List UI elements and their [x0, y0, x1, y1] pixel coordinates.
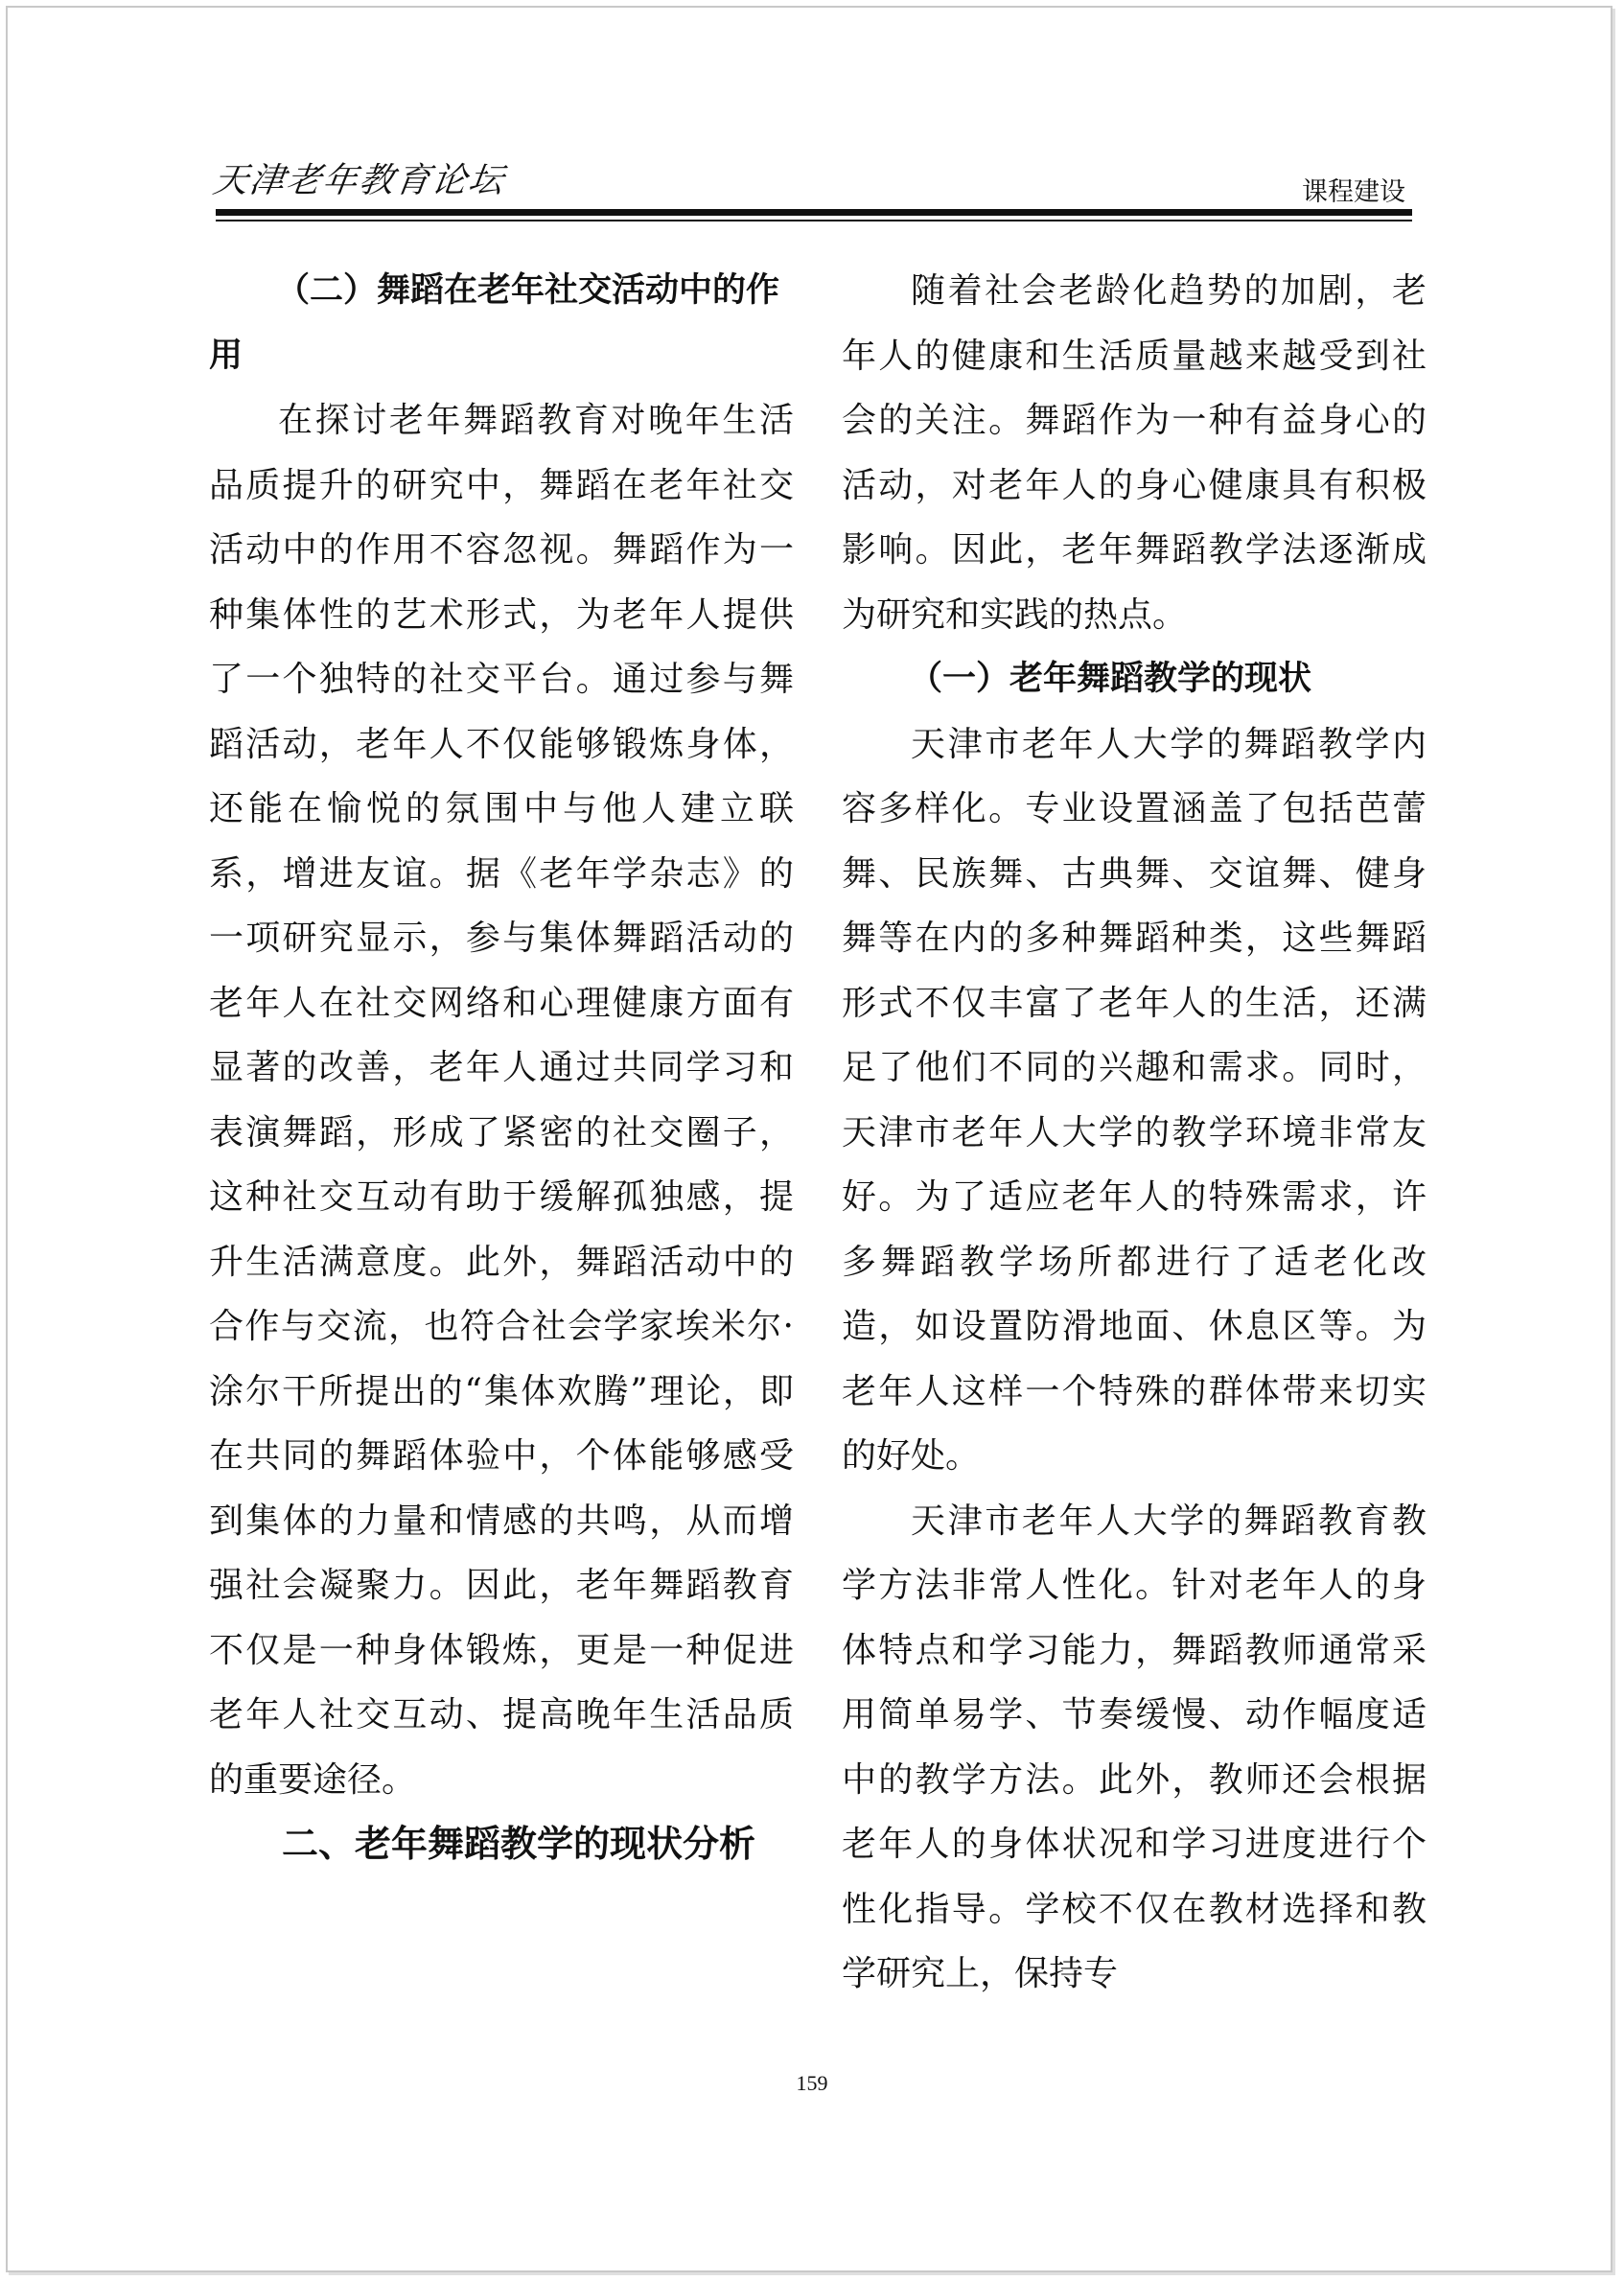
right-paragraph-2: 天津市老年人大学的舞蹈教学内容多样化。专业设置涵盖了包括芭蕾舞、民族舞、古典舞、交谊舞、健身舞等在内的多种舞蹈种类，这些舞蹈形式不仅丰富了老年人的生活，还满足了他们不同的兴趣和需求。同时，天津市老年人大学的教学环境非常友好。为了适应老年人的特殊需求，许多舞蹈教学场所都进行了适老化改造，如设置防滑地面、休息区等。为老年人这样一个特殊的群体带来切实的好处。 — [842, 724, 1427, 1476]
right-paragraph-3: 天津市老年人大学的舞蹈教育教学方法非常人性化。针对老年人的身体特点和学习能力，舞蹈教师通常采用简单易学、节奏缓慢、动作幅度适中的教学方法。此外，教师还会根据老年人的身体状况和学习进度进行个性化指导。学校不仅在教材选择和教学研究上，保持专 — [842, 1501, 1427, 1993]
journal-title: 天津老年教育论坛 — [210, 161, 508, 200]
left-heading-2: 二、老年舞蹈教学的现状分析 — [282, 1823, 756, 1865]
right-paragraph-1: 随着社会老龄化趋势的加剧，老年人的健康和生活质量越来越受到社会的关注。舞蹈作为一种有益身心的活动，对老年人的身心健康具有积极影响。因此，老年舞蹈教学法逐渐成为研究和实践的热点。 — [842, 271, 1427, 635]
header-rule-thick — [216, 209, 1412, 216]
right-heading-1: （一）老年舞蹈教学的现状 — [909, 660, 1312, 698]
page-number: 159 — [796, 2071, 828, 2095]
left-column — [209, 259, 794, 1877]
right-column — [842, 259, 1427, 2007]
header-rule-thin — [216, 220, 1412, 221]
left-heading-1: （二）舞蹈在老年社交活动中的作用 — [209, 271, 780, 375]
section-tag: 课程建设 — [1302, 177, 1405, 207]
left-paragraph-1: 在探讨老年舞蹈教育对晚年生活品质提升的研究中，舞蹈在老年社交活动中的作用不容忽视。舞蹈作为一种集体性的艺术形式，为老年人提供了一个独特的社交平台。通过参与舞蹈活动，老年人不仅能够锻炼身体，还能在愉悦的氛围中与他人建立联系，增进友谊。据《老年学杂志》的一项研究显示，参与集体舞蹈活动的老年人在社交网络和心理健康方面有显著的改善，老年人通过共同学习和表演舞蹈，形成了紧密的社交圈子，这种社交互动有助于缓解孤独感，提升生活满意度。此外，舞蹈活动中的合作与交流，也符合社会学家埃米尔·涂尔干所提出的“集体欢腾”理论，即在共同的舞蹈体验中，个体能够感受到集体的力量和情感的共鸣，从而增强社会凝聚力。因此，老年舞蹈教育不仅是一种身体锻炼，更是一种促进老年人社交互动、提高晚年生活品质的重要途径。 — [209, 401, 794, 1800]
